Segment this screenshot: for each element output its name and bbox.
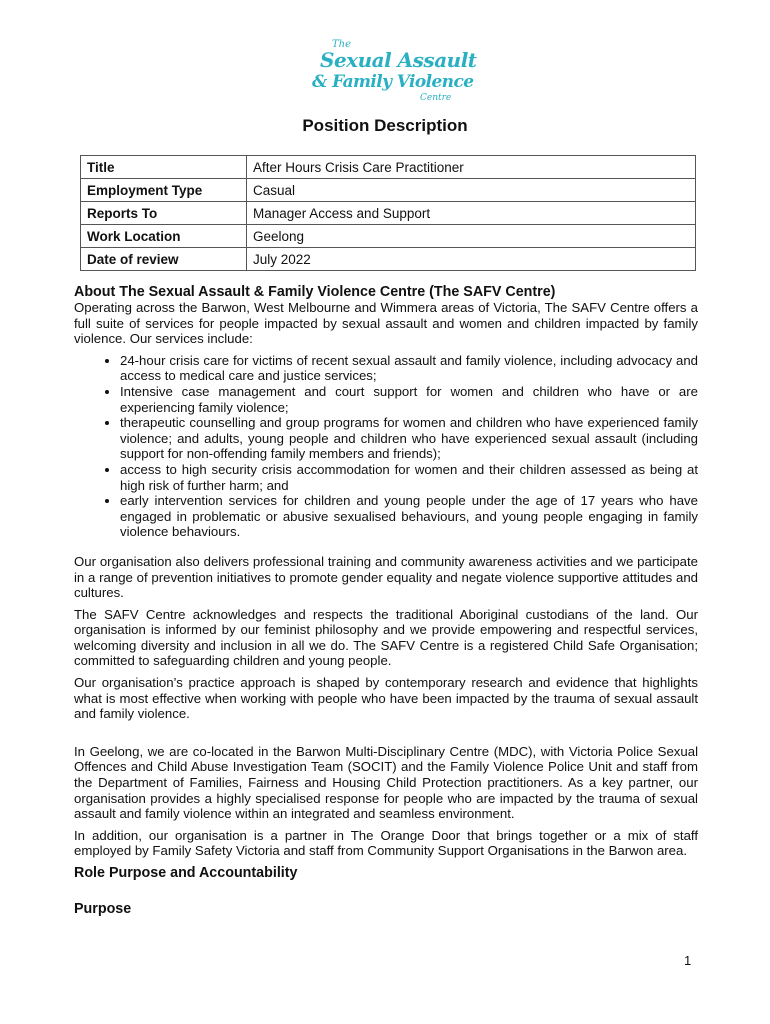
spacer — [74, 728, 698, 744]
row-value: After Hours Crisis Care Practitioner — [247, 156, 696, 179]
about-heading: About The Sexual Assault & Family Violence Centre (The SAFV Centre) — [74, 284, 556, 300]
logo-centre: Centre — [420, 93, 452, 103]
row-value: July 2022 — [247, 248, 696, 271]
row-key: Date of review — [81, 248, 247, 271]
row-value: Geelong — [247, 225, 696, 248]
row-key: Employment Type — [81, 179, 247, 202]
list-item: • Intensive case management and court support for women and children who have or are experiencing family violence; — [120, 384, 698, 415]
about-intro: Operating across the Barwon, West Melbourne and Wimmera areas of Victoria, The SAFV Centre offers a full suite of services for people impacted by sexual assault and women and children impacted by family violence. Our services include: — [74, 300, 698, 347]
logo-the: The — [332, 39, 352, 50]
document-title: Position Description — [302, 116, 468, 135]
row-key: Reports To — [81, 202, 247, 225]
row-value: Manager Access and Support — [247, 202, 696, 225]
list-item: • early intervention services for children and young people under the age of 17 years who have engaged in problematic or abusive sexualised behaviours, and young people engaging in family violence behaviours. — [120, 493, 698, 540]
organisation-logo — [312, 39, 477, 108]
table-row — [81, 156, 696, 179]
page-number: 1 — [684, 953, 692, 968]
position-details-table — [80, 155, 696, 271]
paragraph-practice-approach: Our organisation’s practice approach is shaped by contemporary research and evidence that highlights what is most effective when working with people who have been impacted by the trauma of sexual assault and family violence. — [74, 675, 698, 722]
row-key: Work Location — [81, 225, 247, 248]
list-item: • therapeutic counselling and group programs for women and children who have experienced family violence; and adults, young people and children who have experienced sexual assault (including support for non-offending family members and friends); — [120, 415, 698, 462]
row-value: Casual — [247, 179, 696, 202]
list-item: • access to high security crisis accommodation for women and their children assessed as being at high risk of further harm; and — [120, 462, 698, 493]
document-body — [74, 284, 698, 917]
paragraph-acknowledgement: The SAFV Centre acknowledges and respects the traditional Aboriginal custodians of the land. Our organisation is informed by our feminist philosophy and we provide empowering and respectful services, welcoming diversity and inclusion in all we do. The SAFV Centre is a registered Child Safe Organisation; committed to safeguarding children and young people. — [74, 606, 698, 669]
table-row — [81, 225, 696, 248]
table-row — [81, 179, 696, 202]
logo-line-1: Sexual Assault — [320, 48, 477, 72]
table-row — [81, 202, 696, 225]
paragraph-training: Our organisation also delivers professional training and community awareness activities and we participate in a range of prevention initiatives to promote gender equality and negate violence supportive attitudes and cultures. — [74, 553, 698, 601]
paragraph-geelong: In Geelong, we are co-located in the Barwon Multi-Disciplinary Centre (MDC), with Victoria Police Sexual Offences and Child Abuse Investigation Team (SOCIT) and the Family Violence Police Unit and staff from the Department of Families, Fairness and Housing Child Protection practitioners. As a key partner, our organisation provides a highly specialised response for people who are impacted by the trauma of sexual assault and family violence within an integrated and seamless environment. — [74, 743, 698, 822]
table-row — [81, 248, 696, 271]
row-key: Title — [81, 156, 247, 179]
paragraph-orange-door: In addition, our organisation is a partner in The Orange Door that brings together or a mix of staff employed by Family Safety Victoria and staff from Community Support Organisations in the Barwon area. — [74, 827, 698, 859]
logo-line-2: & Family Violence — [312, 72, 474, 92]
list-item: • 24-hour crisis care for victims of recent sexual assault and family violence, including advocacy and access to medical care and justice services; — [120, 353, 698, 384]
services-list — [74, 353, 698, 540]
purpose-heading: Purpose — [74, 901, 132, 917]
role-heading: Role Purpose and Accountability — [74, 865, 298, 881]
